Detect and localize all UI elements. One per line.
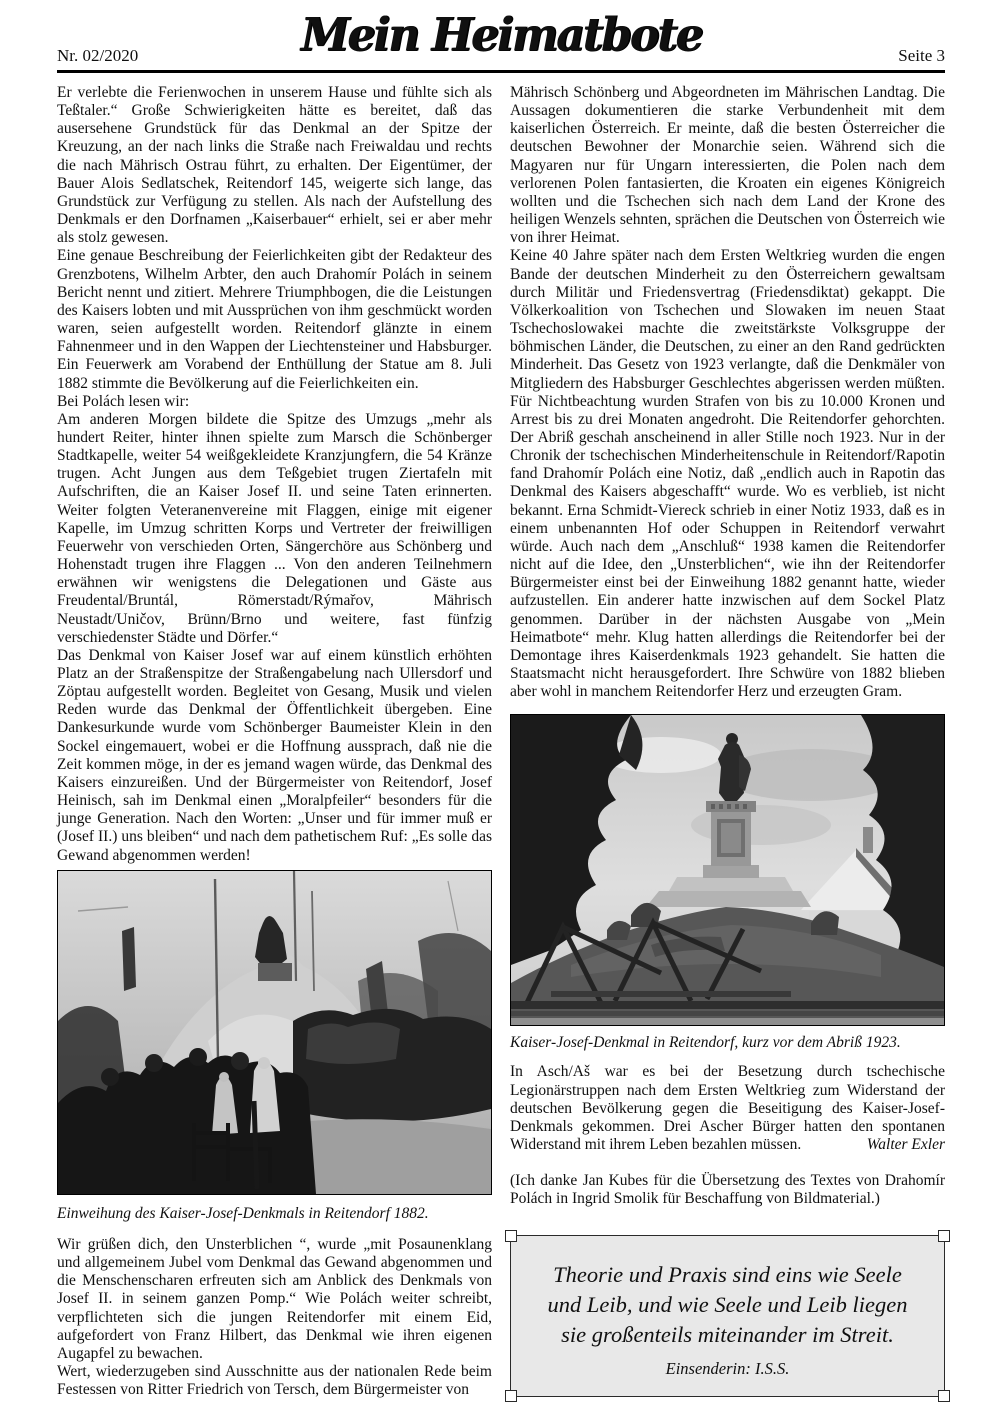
page-number: Seite 3 [898, 46, 945, 65]
monument-photo [510, 714, 945, 1026]
quote-line: Theorie und Praxis sind eins wie Seele [553, 1261, 902, 1287]
body-paragraph: Eine genaue Beschreibung der Feierlichkeiten gibt der Redakteur des Grenzbotens, Wilhelm Arbter, den auch Drahomír Polách in seinem Bericht nennt und zitiert. Mehrere Triumphbogen, die die Leistungen des Kaisers lobten und mit Aussprüchen von ihm geschmückt worden waren, seien aufgestellt worden. Reitendorf glänzte in einem Fahnenmeer und in den Wappen der Liechtensteiner und Habsburger. Ein Feuerwerk am Vorabend der Enthüllung der Statue am 8. Juli 1882 stimmte die Bevölkerung auf die Feierlichkeiten ein. [57, 247, 492, 392]
corner-ornament [938, 1230, 950, 1242]
quote-box [510, 1235, 945, 1397]
body-paragraph: Am anderen Morgen bildete die Spitze des Umzugs „mehr als hundert Reiter, hinter ihnen spielte zum Marsch die Schönberger Stadtkapelle, weiter 54 weißgekleidete Kranzjungfern, die 54 Kränze trugen. Acht Jungen aus dem Teßgebiet trugen Ziertafeln mit Aufschriften, die an Kaiser Josef II. und seine Taten erinnerten. Weiter folgten Veteranenvereine mit Flaggen, einige mit eigener Kapelle, im Umzug schritten Korps und Vertreter der freiwilligen Feuerwehr von verschieden Orten, Sängerchöre aus Schönberg und Hohenstadt trugen ihre Flaggen ... Von den anderen Teilnehmern erwähnen wir wenigstens die Delegationen und Gäste aus Freudental/Bruntál, Römerstadt/Rýmařov, Mährisch Neustadt/Uničov, Brünn/Brno und weitere, fast fünfzig verschiedenster Städte und Dörfer.“ [57, 410, 492, 646]
corner-ornament [505, 1390, 517, 1402]
quote-line: und Leib, und wie Seele und Leib liegen [547, 1291, 908, 1317]
inauguration-photo [57, 870, 492, 1195]
left-column [57, 84, 492, 1399]
body-paragraph: Wir grüßen dich, den Unsterblichen “, wurde „mit Posaunenklang und allgemeinem Jubel vom Denkmal das Gewand abgenommen und die Menschenscharen erfreuten sich am Anblick des Denkmals von Josef II. in seinem ganzen Pomp.“ Wie Polách weiter schreibt, verpflichteten sich die jungen Reitendorfer mit einem Eid, aufgefordert von Franz Hilbert, das Denkmal wie ihren eigenen Augapfel zu bewachen. [57, 1235, 492, 1362]
body-paragraph: Das Denkmal von Kaiser Josef war auf einem künstlich erhöhten Platz an der Straßenspitze der Straßengabelung nach Ullersdorf und Zöptau aufgestellt worden. Begleitet von Gesang, Musik und vielen Reden wurde das Denkmal der Öffentlichkeit übergeben. Eine Dankesurkunde wurde vom Schönberger Baumeister Klein in den Sockel eingemauert, wobei er die Hoffnung aussprach, daß nie die Zeit kommen möge, in der es jemand wagen würde, das Denkmal des Kaisers einzureißen. Und der Bürgermeister von Reitendorf, Josef Heinisch, sah im Denkmal einen „Moralpfeiler“ besonders für die junge Generation. Nach den Worten: „Unser und für immer muß er (Josef II.) uns bleiben“ und nach dem pathetischem Ruf: „Es solle das Gewand abgenommen werden! [57, 646, 492, 864]
photo-caption-right: Kaiser-Josef-Denkmal in Reitendorf, kurz vor dem Abriß 1923. [510, 1034, 901, 1052]
body-paragraph: Er verlebte die Ferienwochen in unserem Hause und fühlte sich als Teßtaler.“ Große Schwierigkeiten hätte es bereitet, daß das ausersehene Grundstück für das Denkmal an der Spitze der Kreuzung, an der nach links die Straße nach Freiwaldau und rechts die nach Mährisch Ostrau führt, zu erhalten. Der Eigentümer, der Bauer Alois Sedlatschek, Reitendorf 145, weigerte sich lange, das Grundstück zur Verfügung zu stellen. Als nach der Aufstellung des Denkmals er den Dorfnamen „Kaiserbauer“ erhielt, sei er aber mehr als stolz gewesen. [57, 84, 492, 247]
asch-text: In Asch/Aš war es bei der Besetzung durch tschechische Legionärstruppen nach dem Ersten Weltkrieg zum Widerstand der deutschen Bevölkerung gegen die Beseitigung des Kaiser-Josef-Denkmals gekommen. Drei Ascher Bürger hatten den spontanen Widerstand mit ihrem Leben bezahlen müssen. [510, 1063, 945, 1154]
quote-line: sie großenteils miteinander im Streit. [561, 1321, 894, 1347]
quote-attribution: Einsenderin: I.S.S. [665, 1358, 790, 1378]
body-paragraph [510, 1063, 945, 1154]
body-paragraph: Mährisch Schönberg und Abgeordneten im Mährischen Landtag. Die Aussagen dokumentieren die starke Verbundenheit mit dem kaiserlichen Österreich. Er meinte, daß die besten Österreicher die deutschen Bewohner der Monarchie seien. Während sich die Magyaren nur für Ungarn interessierten, die Polen nach dem verlorenen Polen fantasierten, die Kroaten ein eigenes Königreich wollten und die Tschechen sich nach dem Land der Krone des heiligen Wenzels sehnten, sprächen die Deutschen von Österreich wie von ihrer Heimat. [510, 84, 945, 247]
page-header [57, 8, 945, 70]
corner-ornament [938, 1390, 950, 1402]
photo-caption-left: Einweihung des Kaiser-Josef-Denkmals in Reitendorf 1882. [57, 1204, 429, 1222]
corner-ornament [505, 1230, 517, 1242]
article-columns [57, 84, 945, 1399]
issue-number: Nr. 02/2020 [57, 46, 139, 65]
body-paragraph: Bei Polách lesen wir: [57, 392, 190, 410]
body-paragraph: Keine 40 Jahre später nach dem Ersten Weltkrieg wurden die engen Bande der deutschen Minderheit zu den Österreichern gewaltsam durch Militär und Friedensvertrag (Friedensdiktat) gekappt. Die Völkerkoalition von Tschechen und Slowaken im neuen Staat Tschechoslowakei machte die zweitstärkste Volksgruppe der böhmischen Länder, die Deutschen, zu einer an den Rand gedrückten Minderheit. Das Gesetz von 1923 verlangte, daß die Denkmäler von Mitgliedern des Habsburger Geschlechtes abgerissen werden müßten. Für Nichtbeachtung wurden Strafen von bis zu 10.000 Kronen und Arrest bis zu drei Monaten angedroht. Die Reitendorfer gehorchten. Der Abriß geschah anscheinend in aller Stille noch 1923. Nur in der Chronik der tschechischen Minderheitenschule in Reitendorf/Rapotin fand Drahomír Polách eine Notiz, daß „endlich auch in Rapotin das Denkmal des Kaisers abgeschafft“ wurde. Wo es verblieb, ist nicht bekannt. Erna Schmidt-Viereck schrieb in einer Notiz 1933, daß es in einem unbenannten Hof oder Schuppen in Reitendorf verwahrt würde. Auch nach dem „Anschluß“ 1938 kamen die Reitendorfer nicht auf die Idee, den „Unsterblichen“, wie ihn der Reitendorfer Bürgermeister einst bei der Einweihung 1882 genannt hatte, wieder aufzustellen. Ein anderer hatte inzwischen auf dem Sockel Platz genommen. Darüber in der nächsten Ausgabe von „Mein Heimatbote“ mehr. Klug hatten allerdings die Reitendorfer bei der Demontage ihres Kaiserdenkmals 1923 gehandelt. Sie hatten die Staatsmacht nicht herausgefordert. Ihre Schwüre von 1882 blieben aber wohl in manchem Reitendorfer Herz und erzeugten Gram. [510, 247, 945, 701]
header-rule [57, 70, 945, 73]
body-paragraph: Wert, wiederzugeben sind Ausschnitte aus der nationalen Rede beim Festessen von Ritter Friedrich von Tersch, dem Bürgermeister von [57, 1362, 492, 1399]
author-signature: Walter Exler [866, 1136, 945, 1154]
acknowledgement-note: (Ich danke Jan Kubes für die Übersetzung des Textes von Drahomír Polách in Ingrid Smolik für Beschaffung von Bildmaterial.) [510, 1172, 945, 1208]
right-column [510, 84, 945, 1399]
masthead-title: Mein Heimatbote [300, 8, 702, 63]
